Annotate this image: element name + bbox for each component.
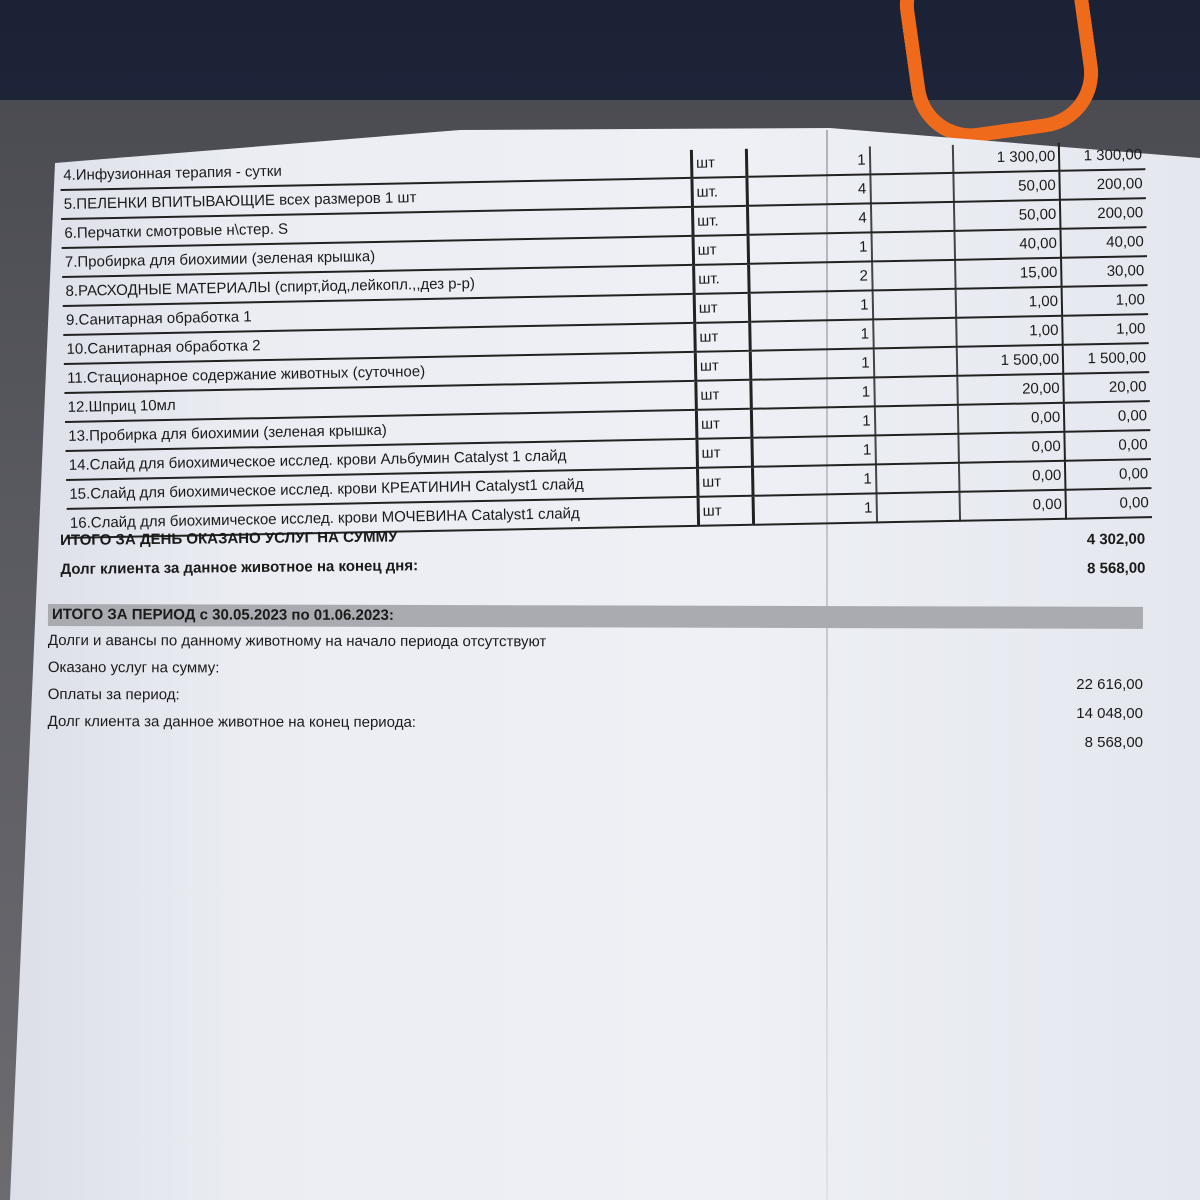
period-payments-label: Оплаты за период:: [47, 685, 180, 704]
period-balance-note: Долги и авансы по данному животному на начало периода отсутствуют: [47, 631, 547, 651]
item-name: 10.Санитарная обработка 2: [63, 323, 695, 364]
period-heading: ИТОГО ЗА ПЕРИОД с 30.05.2023 по 01.06.2023:: [48, 604, 1143, 629]
item-qty: 1: [752, 435, 875, 466]
period-debt-value: 8 568,00: [1084, 734, 1143, 751]
item-sum: 0,00: [1065, 459, 1151, 490]
item-unit: шт: [693, 235, 749, 265]
item-name: 15.Слайд для биохимическое исслед. крови КРЕАТИНИН Catalyst1 слайд: [66, 468, 698, 509]
item-qty: 1: [751, 348, 874, 379]
period-values: [1076, 676, 1143, 763]
item-unit: шт.: [692, 206, 748, 236]
item-sum: 0,00: [1064, 401, 1150, 432]
item-qty: 4: [747, 174, 870, 205]
item-sum: 30,00: [1061, 256, 1147, 287]
item-qty: 4: [748, 203, 871, 234]
item-price: 0,00: [959, 432, 1065, 463]
day-debt-value: 8 568,00: [1087, 559, 1146, 578]
item-sum: 20,00: [1063, 372, 1149, 403]
item-name: 7.Пробирка для биохимии (зеленая крышка): [62, 236, 694, 277]
item-sum: 1 500,00: [1063, 343, 1149, 374]
item-unit: шт: [696, 409, 752, 439]
item-unit: шт: [696, 380, 752, 410]
item-price: 1,00: [956, 316, 1062, 347]
item-blank: [873, 318, 957, 349]
item-blank: [870, 173, 954, 204]
item-sum: 40,00: [1061, 227, 1147, 258]
item-price: 50,00: [954, 200, 1060, 231]
day-total-label: ИТОГО ЗА ДЕНЬ ОКАЗАНО УСЛУГ НА СУММУ: [60, 528, 398, 549]
period-services-label: Оказано услуг на сумму:: [47, 658, 220, 677]
item-qty: 1: [747, 146, 870, 176]
item-qty: 1: [751, 377, 874, 408]
item-qty: 1: [748, 232, 871, 263]
item-price: 1 500,00: [957, 345, 1063, 376]
item-price: 50,00: [954, 171, 1060, 202]
period-payments-value: 14 048,00: [1076, 705, 1143, 722]
services-table-wrap: [60, 141, 1152, 539]
item-unit: шт.: [693, 264, 749, 294]
period-line-3: [48, 680, 1143, 710]
item-price: 1,00: [956, 287, 1062, 318]
period-line-1: [48, 626, 1143, 656]
item-sum: 0,00: [1064, 430, 1150, 461]
item-blank: [876, 463, 960, 494]
services-table: [60, 141, 1152, 539]
period-line-4: [48, 707, 1143, 737]
period-debt-label: Долг клиента за данное животное на конец периода:: [47, 712, 416, 731]
item-qty: 1: [750, 290, 873, 321]
item-blank: [871, 231, 955, 262]
item-qty: 1: [752, 406, 875, 437]
item-name: 12.Шприц 10мл: [64, 381, 696, 422]
item-name: 8.РАСХОДНЫЕ МАТЕРИАЛЫ (спирт,йод,лейкопл.,,дез р-р): [62, 265, 694, 306]
item-qty: 1: [753, 464, 876, 495]
item-qty: 1: [750, 319, 873, 350]
day-debt-label: Долг клиента за данное животное на конец дня:: [60, 557, 419, 578]
item-blank: [875, 434, 959, 465]
item-price: 40,00: [955, 229, 1061, 260]
item-price: 20,00: [958, 374, 1064, 405]
item-unit: шт: [697, 438, 753, 468]
item-unit: шт: [694, 293, 750, 323]
item-blank: [871, 202, 955, 233]
item-price: 0,00: [959, 461, 1065, 492]
item-blank: [874, 376, 958, 407]
item-name: 4.Инфузионная терапия - сутки: [60, 150, 692, 190]
item-name: 6.Перчатки смотровые н\стер. S: [61, 207, 693, 248]
item-name: 13.Пробирка для биохимии (зеленая крышка): [65, 410, 697, 451]
item-name: 9.Санитарная обработка 1: [63, 294, 695, 335]
item-name: 11.Стационарное содержание животных (суточное): [64, 352, 696, 393]
item-unit: шт: [697, 467, 753, 497]
item-blank: [874, 405, 958, 436]
item-sum: 200,00: [1059, 169, 1145, 200]
item-price: 1 300,00: [953, 143, 1059, 173]
item-blank: [869, 145, 953, 175]
item-sum: 1 300,00: [1059, 141, 1145, 171]
period-summary: [48, 604, 1143, 737]
item-unit: шт.: [692, 177, 748, 207]
period-services-value: 22 616,00: [1076, 676, 1143, 693]
item-sum: 200,00: [1060, 198, 1146, 229]
item-blank: [873, 347, 957, 378]
item-blank: [872, 289, 956, 320]
period-line-2: [48, 653, 1143, 683]
item-name: 14.Слайд для биохимическое исслед. крови Альбумин Catalyst 1 слайд: [66, 439, 698, 480]
item-qty: 2: [749, 261, 872, 292]
item-qty: 1: [754, 493, 877, 524]
item-price: 0,00: [960, 490, 1066, 521]
item-sum: 1,00: [1062, 285, 1148, 316]
item-name: 5.ПЕЛЕНКИ ВПИТЫВАЮЩИЕ всех размеров 1 шт: [61, 178, 693, 219]
item-sum: 0,00: [1066, 488, 1152, 519]
item-unit: шт: [695, 322, 751, 352]
item-unit: шт: [698, 496, 754, 526]
item-blank: [872, 260, 956, 291]
item-unit: шт: [691, 149, 747, 178]
item-name: 16.Слайд для биохимическое исслед. крови МОЧЕВИНА Catalyst1 слайд: [67, 497, 699, 538]
item-price: 15,00: [955, 258, 1061, 289]
item-unit: шт: [695, 351, 751, 381]
day-summary: [60, 517, 1146, 586]
item-price: 0,00: [958, 403, 1064, 434]
item-sum: 1,00: [1062, 314, 1148, 345]
day-total-value: 4 302,00: [1086, 530, 1146, 549]
